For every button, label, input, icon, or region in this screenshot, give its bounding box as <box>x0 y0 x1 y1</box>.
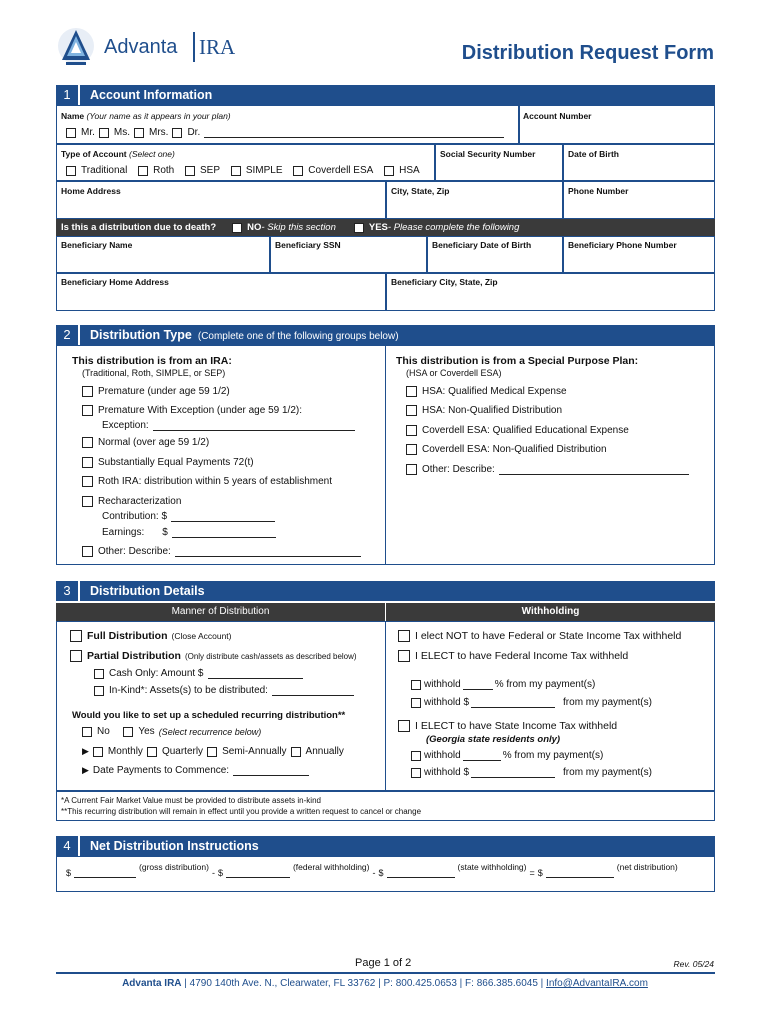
federal-pct-line[interactable] <box>463 680 493 690</box>
account-number-label: Account Number <box>523 111 592 121</box>
ben-city-label: Beneficiary City, State, Zip <box>391 277 498 287</box>
checkbox-simple[interactable] <box>231 166 241 176</box>
dob-label: Date of Birth <box>568 149 619 159</box>
ben-name-label: Beneficiary Name <box>61 240 133 250</box>
federal-amount-line[interactable] <box>471 698 555 708</box>
checkbox-coverdell-qualified[interactable] <box>406 425 417 436</box>
checkbox-federal-withholding[interactable] <box>398 650 410 662</box>
checkbox-recurring-no[interactable] <box>82 727 92 737</box>
checkbox-monthly[interactable] <box>93 747 103 757</box>
footer-contact <box>0 978 770 989</box>
arrow-right-icon: ▶ <box>82 746 89 756</box>
checkbox-mr[interactable] <box>66 128 76 138</box>
checkbox-traditional[interactable] <box>66 166 76 176</box>
manner-header: Manner of Distribution <box>56 603 385 621</box>
logo <box>56 26 256 70</box>
checkbox-state-withholding[interactable] <box>398 720 410 732</box>
state-amount-line[interactable] <box>471 768 555 778</box>
checkbox-roth-5yr[interactable] <box>82 476 93 487</box>
checkbox-recurring-yes[interactable] <box>123 727 133 737</box>
home-address-label: Home Address <box>61 186 121 196</box>
section-2-bar: 2 Distribution Type (Complete one of the following groups below) <box>56 325 715 345</box>
federal-withholding-line[interactable] <box>226 868 290 878</box>
checkbox-federal-amount[interactable] <box>411 698 421 708</box>
checkbox-federal-pct[interactable] <box>411 680 421 690</box>
checkbox-premature-exception[interactable] <box>82 405 93 416</box>
checkbox-recharacterization[interactable] <box>82 496 93 507</box>
ben-address-label: Beneficiary Home Address <box>61 277 169 287</box>
checkbox-partial-distribution[interactable] <box>70 650 82 662</box>
death-question: Is this a distribution due to death? <box>61 222 217 233</box>
checkbox-coverdell[interactable] <box>293 166 303 176</box>
logo-text: Advanta <box>104 36 178 58</box>
ssn-label: Social Security Number <box>440 149 536 159</box>
logo-divider <box>193 32 195 62</box>
georgia-note: (Georgia state residents only) <box>426 734 561 745</box>
no-skip-label: - Skip this section <box>261 222 336 233</box>
footer-company: Advanta IRA <box>122 978 182 989</box>
checkbox-state-pct[interactable] <box>411 751 421 761</box>
footer-rule <box>56 972 715 974</box>
city-state-zip-label: City, State, Zip <box>391 186 450 196</box>
type-label: Type of Account <box>61 149 127 159</box>
checkbox-hsa[interactable] <box>384 166 394 176</box>
footer-email-link[interactable]: Info@AdvantaIRA.com <box>546 978 648 989</box>
section-1-bar: 1 Account Information <box>56 85 715 105</box>
checkbox-roth[interactable] <box>138 166 148 176</box>
withholding-header: Withholding <box>386 603 715 621</box>
logo-mark-icon <box>56 26 96 70</box>
state-pct-line[interactable] <box>463 751 501 761</box>
exception-line[interactable] <box>153 421 355 431</box>
title-options: Mr. Ms. Mrs. Dr. <box>66 127 504 138</box>
recurring-question: Would you like to set up a scheduled recurring distribution** <box>72 710 346 721</box>
arrow-right-icon: ▶ <box>82 765 89 775</box>
contribution-line[interactable] <box>171 512 275 522</box>
checkbox-death-yes[interactable] <box>354 223 364 233</box>
section-4-bar: 4 Net Distribution Instructions <box>56 836 715 856</box>
footnote-2: **This recurring distribution will remain in effect until you provide a written request to cancel or change <box>61 807 422 816</box>
ben-dob-label: Beneficiary Date of Birth <box>432 240 532 250</box>
name-hint: (Your name as it appears in your plan) <box>86 111 231 121</box>
checkbox-full-distribution[interactable] <box>70 630 82 642</box>
earnings-line[interactable] <box>172 528 276 538</box>
ira-subheading: (Traditional, Roth, SIMPLE, or SEP) <box>82 368 226 378</box>
ben-ssn-label: Beneficiary SSN <box>275 240 341 250</box>
spp-subheading: (HSA or Coverdell ESA) <box>406 368 502 378</box>
spp-heading: This distribution is from a Special Purpose Plan: <box>396 355 639 367</box>
revision: Rev. 05/24 <box>673 959 714 969</box>
section-3-bar: 3 Distribution Details <box>56 581 715 601</box>
details-divider <box>385 621 386 791</box>
name-label: Name <box>61 111 85 121</box>
checkbox-ira-other[interactable] <box>82 546 93 557</box>
phone-label: Phone Number <box>568 186 629 196</box>
checkbox-hsa-qualified[interactable] <box>406 386 417 397</box>
form-title: Distribution Request Form <box>461 42 714 64</box>
checkbox-annually[interactable] <box>291 747 301 757</box>
gross-line[interactable] <box>74 868 136 878</box>
ira-spp-divider <box>385 345 386 565</box>
checkbox-death-no[interactable] <box>232 223 242 233</box>
name-line[interactable] <box>204 128 504 138</box>
checkbox-premature[interactable] <box>82 386 93 397</box>
checkbox-coverdell-nonqualified[interactable] <box>406 444 417 455</box>
ira-other-line[interactable] <box>175 547 361 557</box>
checkbox-cash-only[interactable] <box>94 669 104 679</box>
footnote-1: *A Current Fair Market Value must be provided to distribute assets in-kind <box>61 796 321 805</box>
page-number: Page 1 of 2 <box>355 957 412 969</box>
footer-address: | 4790 140th Ave. N., Clearwater, FL 33762 | P: 800.425.0653 | F: 866.385.6045 | <box>181 978 547 989</box>
type-hint: (Select one) <box>129 149 175 159</box>
state-withholding-line[interactable] <box>387 868 455 878</box>
checkbox-ms[interactable] <box>99 128 109 138</box>
checkbox-mrs[interactable] <box>134 128 144 138</box>
spp-other-line[interactable] <box>499 465 689 475</box>
checkbox-in-kind[interactable] <box>94 686 104 696</box>
in-kind-line[interactable] <box>272 686 354 696</box>
account-type-options: Traditional Roth SEP SIMPLE Coverdell ESA HSA <box>66 165 420 176</box>
ben-phone-label: Beneficiary Phone Number <box>568 240 677 250</box>
yes-complete-label: - Please complete the following <box>387 222 520 233</box>
checkbox-quarterly[interactable] <box>147 747 157 757</box>
checkbox-dr[interactable] <box>172 128 182 138</box>
checkbox-spp-other[interactable] <box>406 464 417 475</box>
checkbox-semi-annually[interactable] <box>207 747 217 757</box>
logo-suffix: IRA <box>199 35 236 59</box>
cash-amount-line[interactable] <box>208 669 303 679</box>
ira-heading: This distribution is from an IRA: <box>72 355 232 367</box>
date-commence-line[interactable] <box>233 766 309 776</box>
checkbox-substantially-equal[interactable] <box>82 457 93 468</box>
net-distribution-line[interactable] <box>546 868 614 878</box>
checkbox-hsa-nonqualified[interactable] <box>406 405 417 416</box>
checkbox-state-amount[interactable] <box>411 768 421 778</box>
checkbox-sep[interactable] <box>185 166 195 176</box>
checkbox-normal[interactable] <box>82 437 93 448</box>
checkbox-no-withholding[interactable] <box>398 630 410 642</box>
